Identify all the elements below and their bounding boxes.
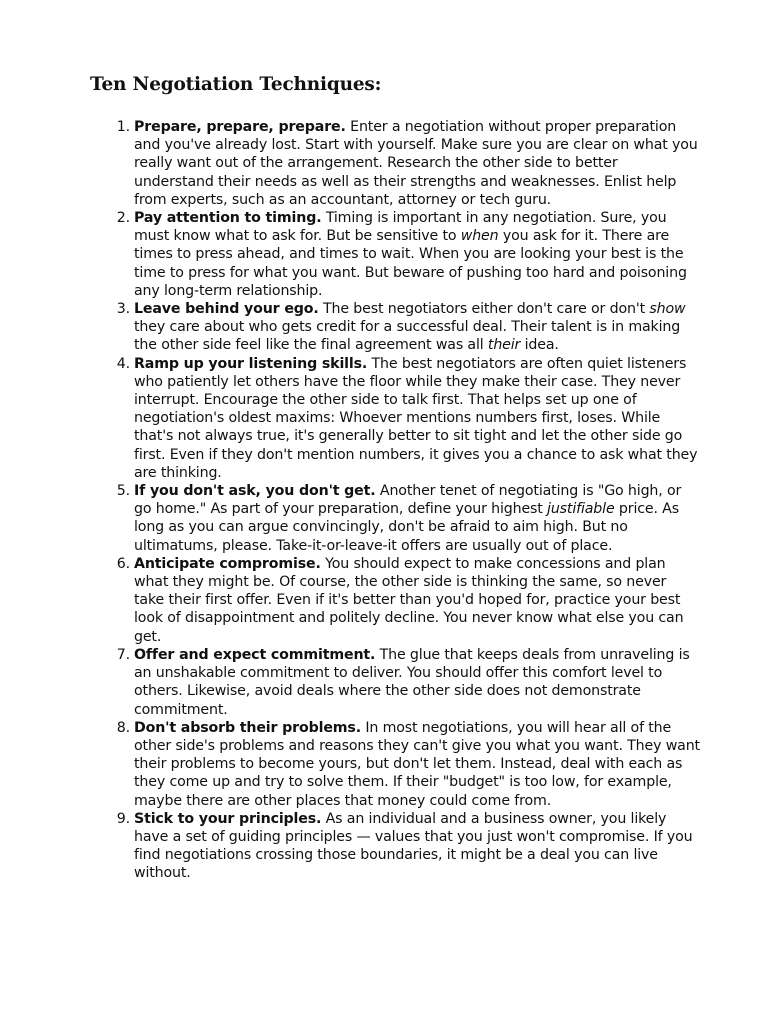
- list-item: [116, 300, 700, 355]
- item-text: Enter a negotiation without proper preparation and you've already lost. Start with yourself. Make sure you are clear on what you really want out of the arrangement. Research the other side to better understand their needs as well as their strengths and weaknesses. Enlist help from experts, such as an accountant, attorney or tech guru.: [134, 119, 698, 208]
- item-heading: Prepare, prepare, prepare.: [134, 119, 346, 135]
- item-emphasis: show: [649, 301, 686, 318]
- item-heading: If you don't ask, you don't get.: [134, 483, 376, 500]
- document-title: Ten Negotiation Techniques:: [90, 74, 382, 95]
- item-text: The glue that keeps deals from unraveling is an unshakable commitment to deliver. You should offer this comfort level to others. Likewise, avoid deals where the other side does not demonstrate commitment.: [134, 646, 690, 718]
- item-heading: Ramp up your listening skills.: [134, 355, 368, 372]
- item-text: In most negotiations, you will hear all of the other side's problems and reasons they can't give you what you want. They want their problems to become yours, but don't let them. Instead, deal with each as they come up and try to solve them. If their "budget" is too low, for example, maybe there are other places that money could come from.: [134, 719, 700, 809]
- list-item: [116, 646, 700, 719]
- list-item: [116, 209, 700, 300]
- technique-list: [116, 118, 700, 883]
- item-number: 5.: [116, 483, 130, 500]
- list-item: [116, 810, 700, 883]
- item-number: 3.: [116, 301, 130, 318]
- list-item: [116, 555, 700, 646]
- item-number: 2.: [116, 210, 130, 227]
- item-text: price. As long as you can argue convincingly, don't be afraid to aim high. But no ultimatums, please. Take-it-or-leave-it offers are usually out of place.: [134, 501, 679, 554]
- list-item: [116, 118, 700, 209]
- item-heading: Anticipate compromise.: [134, 555, 321, 572]
- item-number: 8.: [116, 719, 130, 736]
- item-heading: Don't absorb their problems.: [134, 719, 361, 736]
- item-number: 6.: [116, 555, 130, 572]
- item-text: You should expect to make concessions and plan what they might be. Of course, the other side is thinking the same, so never take their first offer. Even if it's better than you'd hoped for, practice your best look of disappointment and politely decline. You never know what else you can get.: [134, 555, 684, 645]
- item-heading: Offer and expect commitment.: [134, 646, 376, 663]
- item-emphasis: their: [487, 337, 521, 354]
- item-number: 4.: [116, 355, 130, 372]
- item-text: As an individual and a business owner, you likely have a set of guiding principles — values that you just won't compromise. If you find negotiations crossing those boundaries, it might be a deal you can live without.: [134, 810, 693, 882]
- item-text: Another tenet of negotiating is "Go high, or go home." As part of your preparation, define your highest: [134, 483, 682, 518]
- list-item: [116, 719, 700, 810]
- item-text: you ask for it. There are times to press ahead, and times to wait. When you are looking your best is the time to press for what you want. But beware of pushing too hard and poisoning any long-term relationship.: [134, 228, 687, 299]
- item-text: idea.: [520, 337, 559, 354]
- item-text: they care about who gets credit for a successful deal. Their talent is in making the other side feel like the final agreement was all: [134, 319, 681, 354]
- list-item: [116, 482, 700, 555]
- item-heading: Pay attention to timing.: [134, 210, 322, 227]
- list-item: [116, 355, 700, 482]
- item-number: 9.: [116, 810, 130, 827]
- item-number: 1.: [116, 119, 130, 135]
- item-emphasis: justifiable: [547, 501, 615, 518]
- item-text: Timing is important in any negotiation. Sure, you must know what to ask for. But be sensitive to: [134, 210, 667, 245]
- item-text: The best negotiators are often quiet listeners who patiently let others have the floor while they make their case. They never interrupt. Encourage the other side to talk first. That helps set up one of negotiation's oldest maxims: Whoever mentions numbers first, loses. While that's not always true, it's generally better to sit tight and let the other side go first. Even if they don't mention numbers, it gives you a chance to ask what they are thinking.: [134, 355, 698, 481]
- item-heading: Leave behind your ego.: [134, 301, 319, 318]
- item-text: The best negotiators either don't care or don't: [318, 301, 650, 318]
- item-emphasis: when: [460, 228, 499, 245]
- item-number: 7.: [116, 646, 130, 663]
- item-heading: Stick to your principles.: [134, 810, 322, 827]
